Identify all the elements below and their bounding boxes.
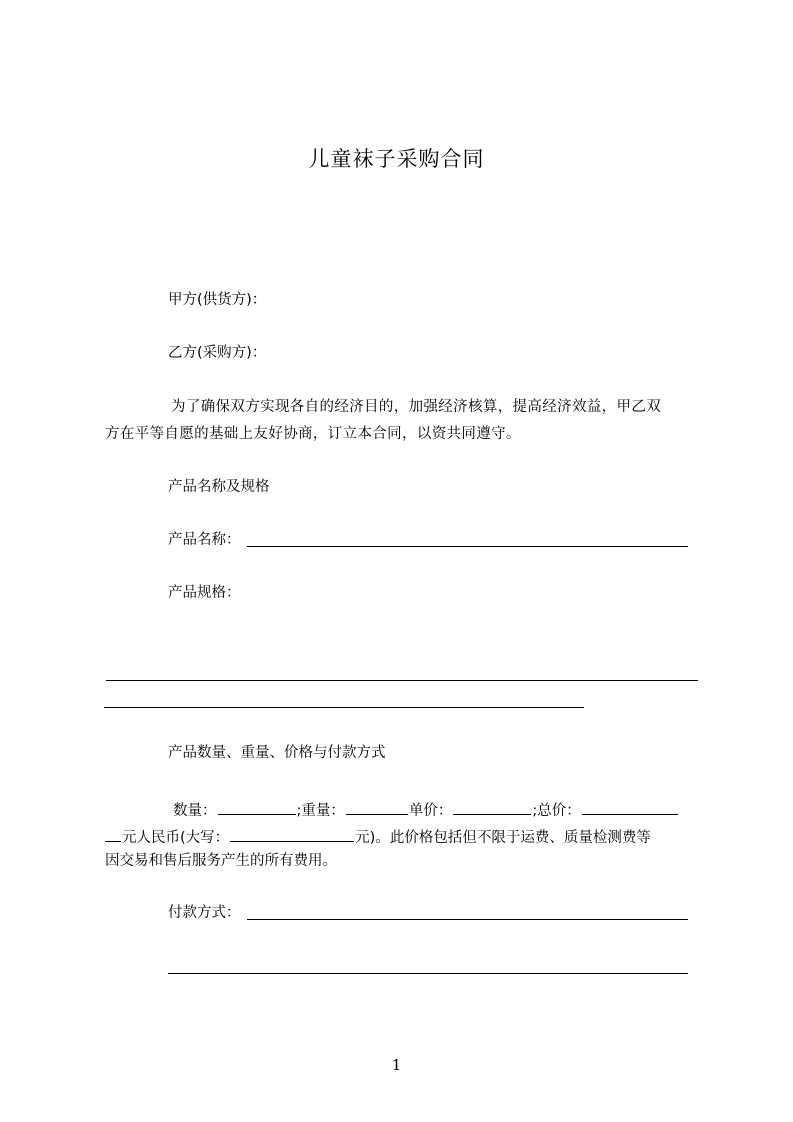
total-price-label: ;总价：	[532, 803, 581, 819]
total-price-blank	[582, 800, 678, 815]
intro-paragraph-line-2: 方在平等自愿的基础上友好协商，订立本合同，以资共同遵守。	[105, 426, 521, 442]
product-spec-blank-line-1	[106, 680, 698, 681]
payment-method-blank-line-1	[247, 919, 688, 920]
payment-method-blank-line-2	[168, 973, 688, 974]
page-number: 1	[391, 1056, 402, 1074]
weight-label: ;重量：	[296, 803, 345, 819]
quantity-price-row	[173, 800, 679, 819]
unit-price-label: 单价：	[408, 803, 453, 819]
quantity-blank	[218, 800, 296, 815]
rmb-label: 元人民币(大写：	[122, 830, 230, 846]
weight-blank	[346, 800, 408, 815]
page-title: 儿童袜子采购合同	[308, 147, 485, 171]
section-heading-product: 产品名称及规格	[168, 479, 270, 495]
unit-price-blank	[453, 800, 531, 815]
payment-method-label: 付款方式：	[168, 905, 241, 921]
total-price-blank-continued	[105, 827, 121, 842]
rmb-uppercase-blank	[230, 827, 354, 842]
price-note: 元)。此价格包括但不限于运费、质量检测费等	[355, 830, 651, 846]
intro-paragraph-line-1: 为了确保双方实现各自的经济目的，加强经济核算，提高经济效益，甲乙双	[171, 399, 662, 415]
product-spec-blank-line-2	[104, 707, 584, 708]
price-note-line-2: 因交易和售后服务产生的所有费用。	[105, 853, 337, 869]
product-spec-label: 产品规格：	[168, 585, 241, 601]
rmb-amount-row	[105, 827, 651, 846]
party-a-label: 甲方(供货方)：	[168, 292, 267, 308]
section-heading-quantity: 产品数量、重量、价格与付款方式	[168, 745, 386, 761]
quantity-label: 数量：	[173, 803, 217, 819]
product-name-label: 产品名称：	[168, 532, 241, 548]
product-name-blank-line	[247, 546, 688, 547]
party-b-label: 乙方(采购方)：	[168, 345, 267, 361]
